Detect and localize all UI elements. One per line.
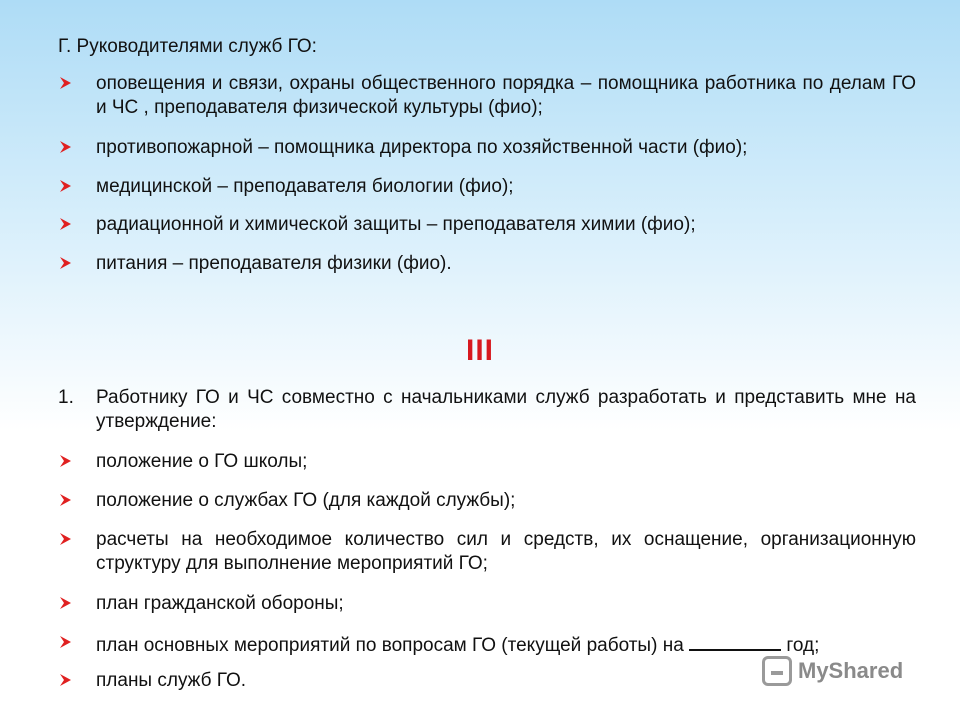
list-item-text: планы служб ГО. <box>96 670 247 691</box>
list-item <box>58 450 916 474</box>
presentation-icon <box>762 656 792 686</box>
arrow-bullet-icon <box>58 669 88 694</box>
list-item <box>58 489 916 513</box>
arrow-bullet-icon <box>58 175 88 200</box>
list-item-text-end: год; <box>786 635 820 656</box>
list-item-text: питания – преподавателя физики (фио). <box>96 253 452 274</box>
list-item <box>58 175 916 199</box>
list-item-text: расчеты на необходимое количество сил и средств, их оснащение, организационную структуру для выполнение мероприятий ГО; <box>96 529 916 574</box>
list-item-text: радиационной и химической защиты – преподавателя химии (фио); <box>96 214 696 235</box>
list-item-text: противопожарной – помощника директора по хозяйственной части (фио); <box>96 137 748 158</box>
list-item-text: медицинской – преподавателя биологии (фио); <box>96 176 514 197</box>
list-item <box>58 528 916 576</box>
numbered-item-text: Работнику ГО и ЧС совместно с начальниками служб разработать и представить мне на утверждение: <box>96 387 916 432</box>
numbered-item <box>58 386 916 434</box>
arrow-bullet-icon <box>58 136 88 161</box>
list-item <box>58 136 916 160</box>
list-item <box>58 592 916 616</box>
heading: Г. Руководителями служб ГО: <box>58 36 317 57</box>
list-item <box>58 252 916 276</box>
arrow-bullet-icon <box>58 450 88 475</box>
arrow-bullet-icon <box>58 252 88 277</box>
list-item-text: положение о службах ГО (для каждой службы); <box>96 490 516 511</box>
list-item-text: оповещения и связи, охраны общественного порядка – помощника работника по делам ГО и ЧС , преподавателя физической культуры (фио); <box>96 73 916 118</box>
list-item-text: положение о ГО школы; <box>96 451 308 472</box>
section-number: III <box>465 334 494 367</box>
blank-line <box>689 631 781 651</box>
arrow-bullet-icon <box>58 489 88 514</box>
watermark-text: MyShared <box>798 658 904 683</box>
list-item-text: план гражданской обороны; <box>96 593 344 614</box>
arrow-bullet-icon <box>58 592 88 617</box>
list-item-text-start: план основных мероприятий по вопросам ГО (текущей работы) на <box>96 635 684 656</box>
arrow-bullet-icon <box>58 528 88 553</box>
watermark-logo <box>762 656 903 686</box>
arrow-bullet-icon <box>58 72 88 97</box>
list-item-text <box>96 631 916 658</box>
item-number: 1. <box>58 387 74 408</box>
arrow-bullet-icon <box>58 631 88 656</box>
list-item <box>58 631 916 658</box>
list-item <box>58 72 916 120</box>
arrow-bullet-icon <box>58 213 88 238</box>
list-item <box>58 213 916 237</box>
